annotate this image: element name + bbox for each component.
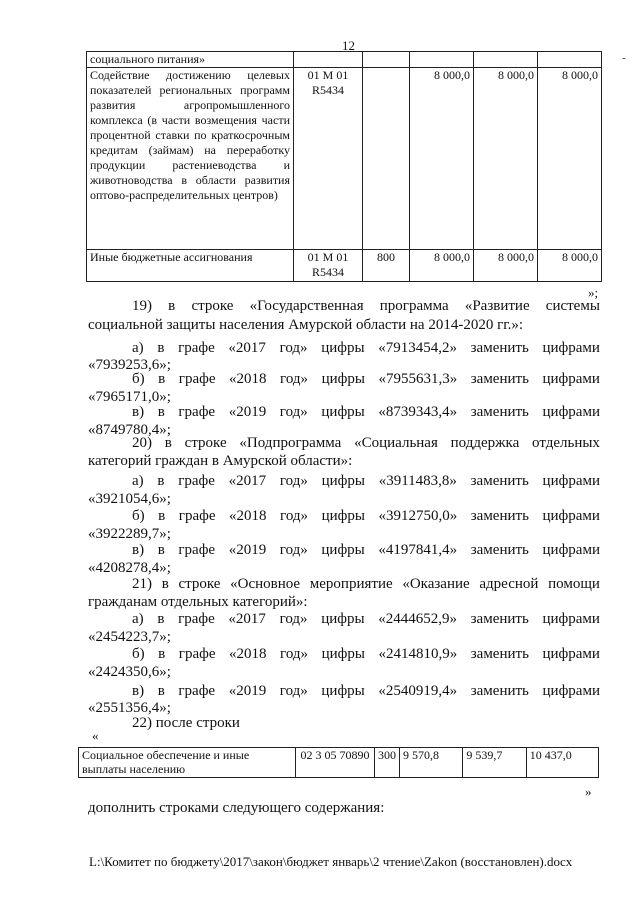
text-line: категорий граждан в Амурской области»:: [88, 453, 353, 469]
text-word: графе: [178, 508, 216, 524]
row-2019: 10 437,0: [526, 748, 598, 778]
text-word: «2018: [229, 646, 267, 662]
row-name: социального питания»: [87, 52, 294, 68]
text-word: заменить: [470, 473, 529, 489]
text-word: цифры: [321, 508, 365, 524]
closing-quote: »: [585, 784, 592, 799]
row-2017: 9 570,8: [400, 748, 463, 778]
text-word: цифрами: [542, 508, 600, 524]
text-word: в: [158, 371, 166, 387]
text-word: год»: [279, 340, 308, 356]
margin-mark: -: [622, 52, 626, 64]
text-word: заменить: [470, 404, 529, 420]
row-2018: [474, 52, 538, 68]
text-word: год»: [279, 404, 308, 420]
text-line: «8749780,4»;: [88, 422, 171, 438]
text-word: «3911483,8»: [378, 473, 457, 489]
text-word: «2540919,4»: [378, 683, 458, 699]
text-word: в: [157, 683, 165, 699]
text-word: системы: [545, 298, 600, 314]
text-word: поддержка: [450, 435, 520, 451]
text-word: графе: [178, 371, 216, 387]
text-word: цифрами: [542, 542, 600, 558]
table-row: [79, 748, 599, 778]
text-line: «2454223,7»;: [88, 629, 171, 645]
text-word: а): [132, 473, 144, 489]
text-word: в: [164, 435, 172, 451]
after-text: дополнить строками следующего содержания:: [88, 800, 385, 816]
text-word: «3912750,0»: [378, 508, 458, 524]
footer-file-path: L:\Комитет по бюджету\2017\закон\бюджет январь\2 чтение\Zakon (восстановлен).docx: [89, 854, 573, 869]
text-word: «2019: [228, 683, 267, 699]
text-word: графе: [178, 611, 215, 627]
opening-quote: «: [92, 728, 99, 743]
text-word: 20): [132, 435, 152, 451]
row-2018: 9 539,7: [463, 748, 526, 778]
row-2018: 8 000,0: [474, 68, 538, 250]
text-line: [88, 575, 600, 594]
text-line: [88, 507, 600, 526]
text-word: «Развитие: [464, 298, 530, 314]
text-word: цифрами: [542, 611, 600, 627]
table-row: [87, 52, 602, 68]
row-vr: 800: [363, 250, 410, 282]
text-word: в): [132, 683, 145, 699]
text-word: 21): [132, 576, 152, 592]
text-word: цифрами: [542, 473, 600, 489]
text-word: графе: [178, 473, 215, 489]
text-word: в: [157, 473, 165, 489]
row-code: 01 М 01 R5434: [294, 68, 363, 250]
text-line: [88, 645, 600, 664]
text-line: «4208278,4»;: [88, 560, 171, 576]
text-word: «2018: [229, 371, 267, 387]
row-code: 01 М 01 R5434: [294, 250, 363, 282]
text-word: б): [132, 508, 145, 524]
text-line: [88, 472, 600, 491]
text-word: цифры: [321, 340, 365, 356]
text-word: год»: [279, 683, 308, 699]
text-line: гражданам отдельных категорий»:: [88, 594, 308, 610]
text-word: в: [158, 508, 166, 524]
text-word: «2414810,9»: [378, 646, 458, 662]
text-word: цифрами: [542, 646, 600, 662]
text-word: в): [132, 542, 145, 558]
text-word: а): [132, 340, 144, 356]
text-line: [88, 610, 600, 629]
text-word: заменить: [470, 611, 529, 627]
text-line: «3921054,6»;: [88, 491, 171, 507]
text-word: графе: [178, 340, 215, 356]
table-row: [87, 68, 602, 250]
text-word: «2017: [228, 340, 266, 356]
row-2019: 8 000,0: [538, 250, 602, 282]
text-word: строке: [178, 576, 221, 592]
text-word: 19): [132, 298, 152, 314]
row-2017: [410, 52, 474, 68]
text-word: адресной: [479, 576, 539, 592]
text-line: [88, 370, 600, 389]
text-word: «2017: [228, 611, 266, 627]
text-word: «7913454,2»: [378, 340, 457, 356]
row-vr: [363, 52, 410, 68]
text-word: «4197841,4»: [378, 542, 458, 558]
text-word: цифры: [321, 542, 365, 558]
text-word: заменить: [470, 508, 529, 524]
row-code: 02 3 05 70890: [296, 748, 375, 778]
text-word: заменить: [470, 340, 529, 356]
text-word: б): [132, 371, 145, 387]
text-word: в): [132, 404, 145, 420]
text-word: год»: [280, 646, 309, 662]
text-word: цифрами: [542, 404, 600, 420]
text-word: графе: [178, 646, 216, 662]
text-word: год»: [279, 611, 308, 627]
budget-table-bottom: [78, 747, 599, 778]
row-vr: [363, 68, 410, 250]
row-2018: 8 000,0: [474, 250, 538, 282]
text-line: «3922289,7»;: [88, 526, 171, 542]
budget-table-top: [86, 51, 602, 282]
text-word: год»: [280, 371, 309, 387]
text-word: «8739343,4»: [378, 404, 458, 420]
text-word: «2019: [228, 542, 267, 558]
text-word: «Подпрограмма: [239, 435, 342, 451]
text-line: «2424350,6»;: [88, 664, 171, 680]
text-word: цифры: [321, 683, 365, 699]
text-word: заменить: [470, 646, 529, 662]
text-word: цифрами: [542, 371, 600, 387]
text-word: отдельных: [532, 435, 600, 451]
text-line: [88, 403, 600, 422]
text-word: помощи: [548, 576, 600, 592]
text-word: «Социальная: [354, 435, 438, 451]
row-name: Иные бюджетные ассигнования: [87, 250, 294, 282]
text-word: в: [161, 576, 169, 592]
text-word: «2019: [228, 404, 267, 420]
text-word: «Основное: [230, 576, 301, 592]
row-name: Содействие достижению целевых показателей региональных программ развития агропромышленного комплекса (в части возмещения части процентной ставки по краткосрочным кредитам (займам) на переработку продукции растениеводства и животноводства в области развития оптово-распределительных центров): [87, 68, 294, 250]
text-word: строке: [191, 298, 234, 314]
text-word: б): [132, 646, 145, 662]
text-word: графе: [178, 542, 216, 558]
text-word: «2444652,9»: [378, 611, 457, 627]
text-word: год»: [279, 473, 308, 489]
text-line: «7965171,0»;: [88, 389, 171, 405]
text-line: социальной защиты населения Амурской области на 2014-2020 гг.»:: [88, 317, 524, 333]
text-word: в: [157, 611, 165, 627]
text-word: цифрами: [542, 683, 600, 699]
text-word: а): [132, 611, 144, 627]
text-word: «7955631,3»: [378, 371, 458, 387]
text-word: мероприятие: [309, 576, 393, 592]
text-word: «Государственная: [249, 298, 364, 314]
text-word: заменить: [470, 683, 529, 699]
text-word: заменить: [470, 542, 529, 558]
text-word: цифры: [321, 371, 365, 387]
row-vr: 300: [375, 748, 400, 778]
text-word: в: [157, 404, 165, 420]
text-line: «7939253,6»;: [88, 357, 171, 373]
text-line: [88, 297, 600, 316]
text-word: цифры: [321, 404, 365, 420]
text-word: цифры: [321, 473, 365, 489]
text-word: в: [158, 646, 166, 662]
row-2019: [538, 52, 602, 68]
text-word: в: [168, 298, 176, 314]
text-word: графе: [178, 683, 216, 699]
text-word: цифрами: [542, 340, 600, 356]
text-line: 22) после строки: [132, 715, 240, 731]
text-word: цифры: [321, 611, 365, 627]
text-line: «2551356,4»;: [88, 700, 171, 716]
text-word: цифры: [321, 646, 365, 662]
closing-quote: »;: [588, 285, 599, 300]
text-word: заменить: [470, 371, 529, 387]
text-word: в: [157, 542, 165, 558]
text-word: год»: [280, 508, 309, 524]
text-word: графе: [178, 404, 216, 420]
text-word: «2018: [229, 508, 267, 524]
row-2017: 8 000,0: [410, 250, 474, 282]
row-name: Социальное обеспечение и иные выплаты населению: [79, 748, 296, 778]
table-row: [87, 250, 602, 282]
text-word: «2017: [228, 473, 267, 489]
text-line: [88, 541, 600, 560]
row-2019: 8 000,0: [538, 68, 602, 250]
text-word: строке: [184, 435, 227, 451]
text-word: «Оказание: [402, 576, 470, 592]
text-word: в: [157, 340, 165, 356]
text-line: [88, 434, 600, 453]
row-code: [294, 52, 363, 68]
row-2017: 8 000,0: [410, 68, 474, 250]
page-number: 12: [342, 38, 355, 53]
text-word: год»: [279, 542, 308, 558]
text-word: программа: [379, 298, 449, 314]
